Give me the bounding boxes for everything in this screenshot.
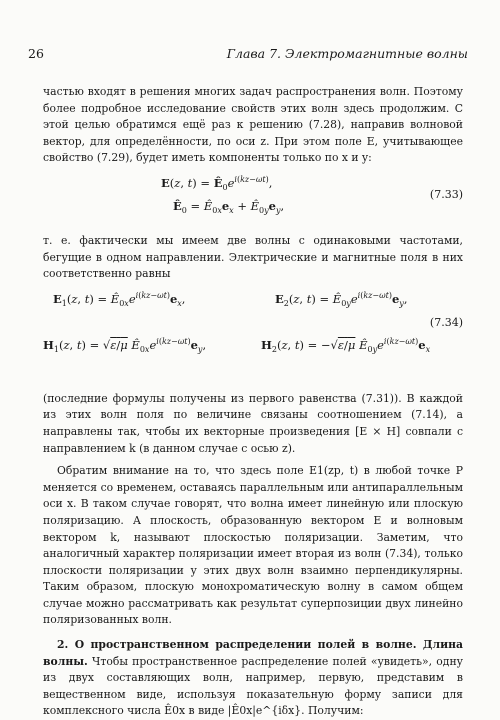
equation-tag: (7.33) bbox=[429, 187, 463, 201]
equation-line: $E_1(z$, $t) = Ê_{0x}e^{i(kz-\omega t)}e_x$, bbox=[53, 290, 186, 308]
page-body bbox=[43, 84, 463, 720]
chapter-title: Глава 7. Электромагнитные волны bbox=[226, 46, 468, 61]
equation-line: $E_2(z$, $t) = Ê_{0y}e^{i(kz-\omega t)}e_y$, bbox=[275, 290, 408, 308]
section-heading: 2. О пространственном распределении полей в волне. Длина волны. bbox=[43, 638, 463, 668]
equation-line: $Ê_0$ = $Ê_{0x}e_x$ + $Ê_{0y}e_y$, bbox=[173, 198, 285, 215]
paragraph-section-2 bbox=[43, 637, 463, 720]
section-text: Чтобы пространственное распределение полей «увидеть», одну из двух составляющих волн, например, первую, представим в вещественном виде, используя показательную форму записи для комплексного числа Ê0x в виде |Ê0x|e^{iδx}. Получим: bbox=[43, 654, 463, 718]
running-header bbox=[28, 46, 468, 61]
equation-line: $H_1(z$, t) = √ε/μ $Ê_{0x}e^{i(kz-\omega t)}e_y$, bbox=[43, 336, 207, 354]
page-number: 26 bbox=[28, 46, 44, 61]
equation-tag: (7.34) bbox=[429, 315, 463, 329]
equation-line: E(z, $t) = Ê_0e^{i(kz-\omega t)}$, bbox=[161, 174, 273, 192]
equation-7-34 bbox=[43, 287, 463, 385]
equation-line: $H_2(z$, t) = −√ε/μ $Ê_{0y}e^{i(kz-\omega t)}e_x$ bbox=[261, 336, 431, 354]
paragraph-relations: (последние формулы получены из первого равенства (7.31)). В каждой из этих волн поля по величине связаны соотношением (7.14), а направлены так, чтобы их векторные произведения [E × H] совпали с направлением k (в данном случае с осью z). bbox=[43, 391, 463, 455]
equation-7-33 bbox=[43, 173, 463, 225]
paragraph-polarization: Обратим внимание на то, что здесь поле E1(zp, t) в любой точке P меняется со временем, оставаясь параллельным или антипараллельным оси x. В таком случае говорят, что волна имеет линейную или плоскую поляризацию. А плоскость, образованную вектором E и волновым вектором k, называют плоскостью поляризации. Заметим, что аналогичный характер поляризации имеет вторая из волн (7.34), только плоскости поляризации у этих двух волн взаимно перпендикулярны. Таким образом, плоскую монохроматическую волну в самом общем случае можно рассматривать как результат суперпозиции двух линейно поляризованных волн. bbox=[43, 464, 463, 627]
paragraph-two-waves: т. е. фактически мы имеем две волны с одинаковыми частотами, бегущие в одном направлении. Электрические и магнитные поля в них соответственно равны bbox=[43, 233, 463, 281]
paragraph-intro: частью входят в решения многих задач распространения волн. Поэтому более подробное исследование свойств этих волн здесь продолжим. С этой целью обратимся ещё раз к решению (7.28), направив волновой вектор, для определённости, по оси z. При этом поле E, учитывающее свойство (7.29), будет иметь компоненты только по x и y: bbox=[43, 85, 463, 165]
